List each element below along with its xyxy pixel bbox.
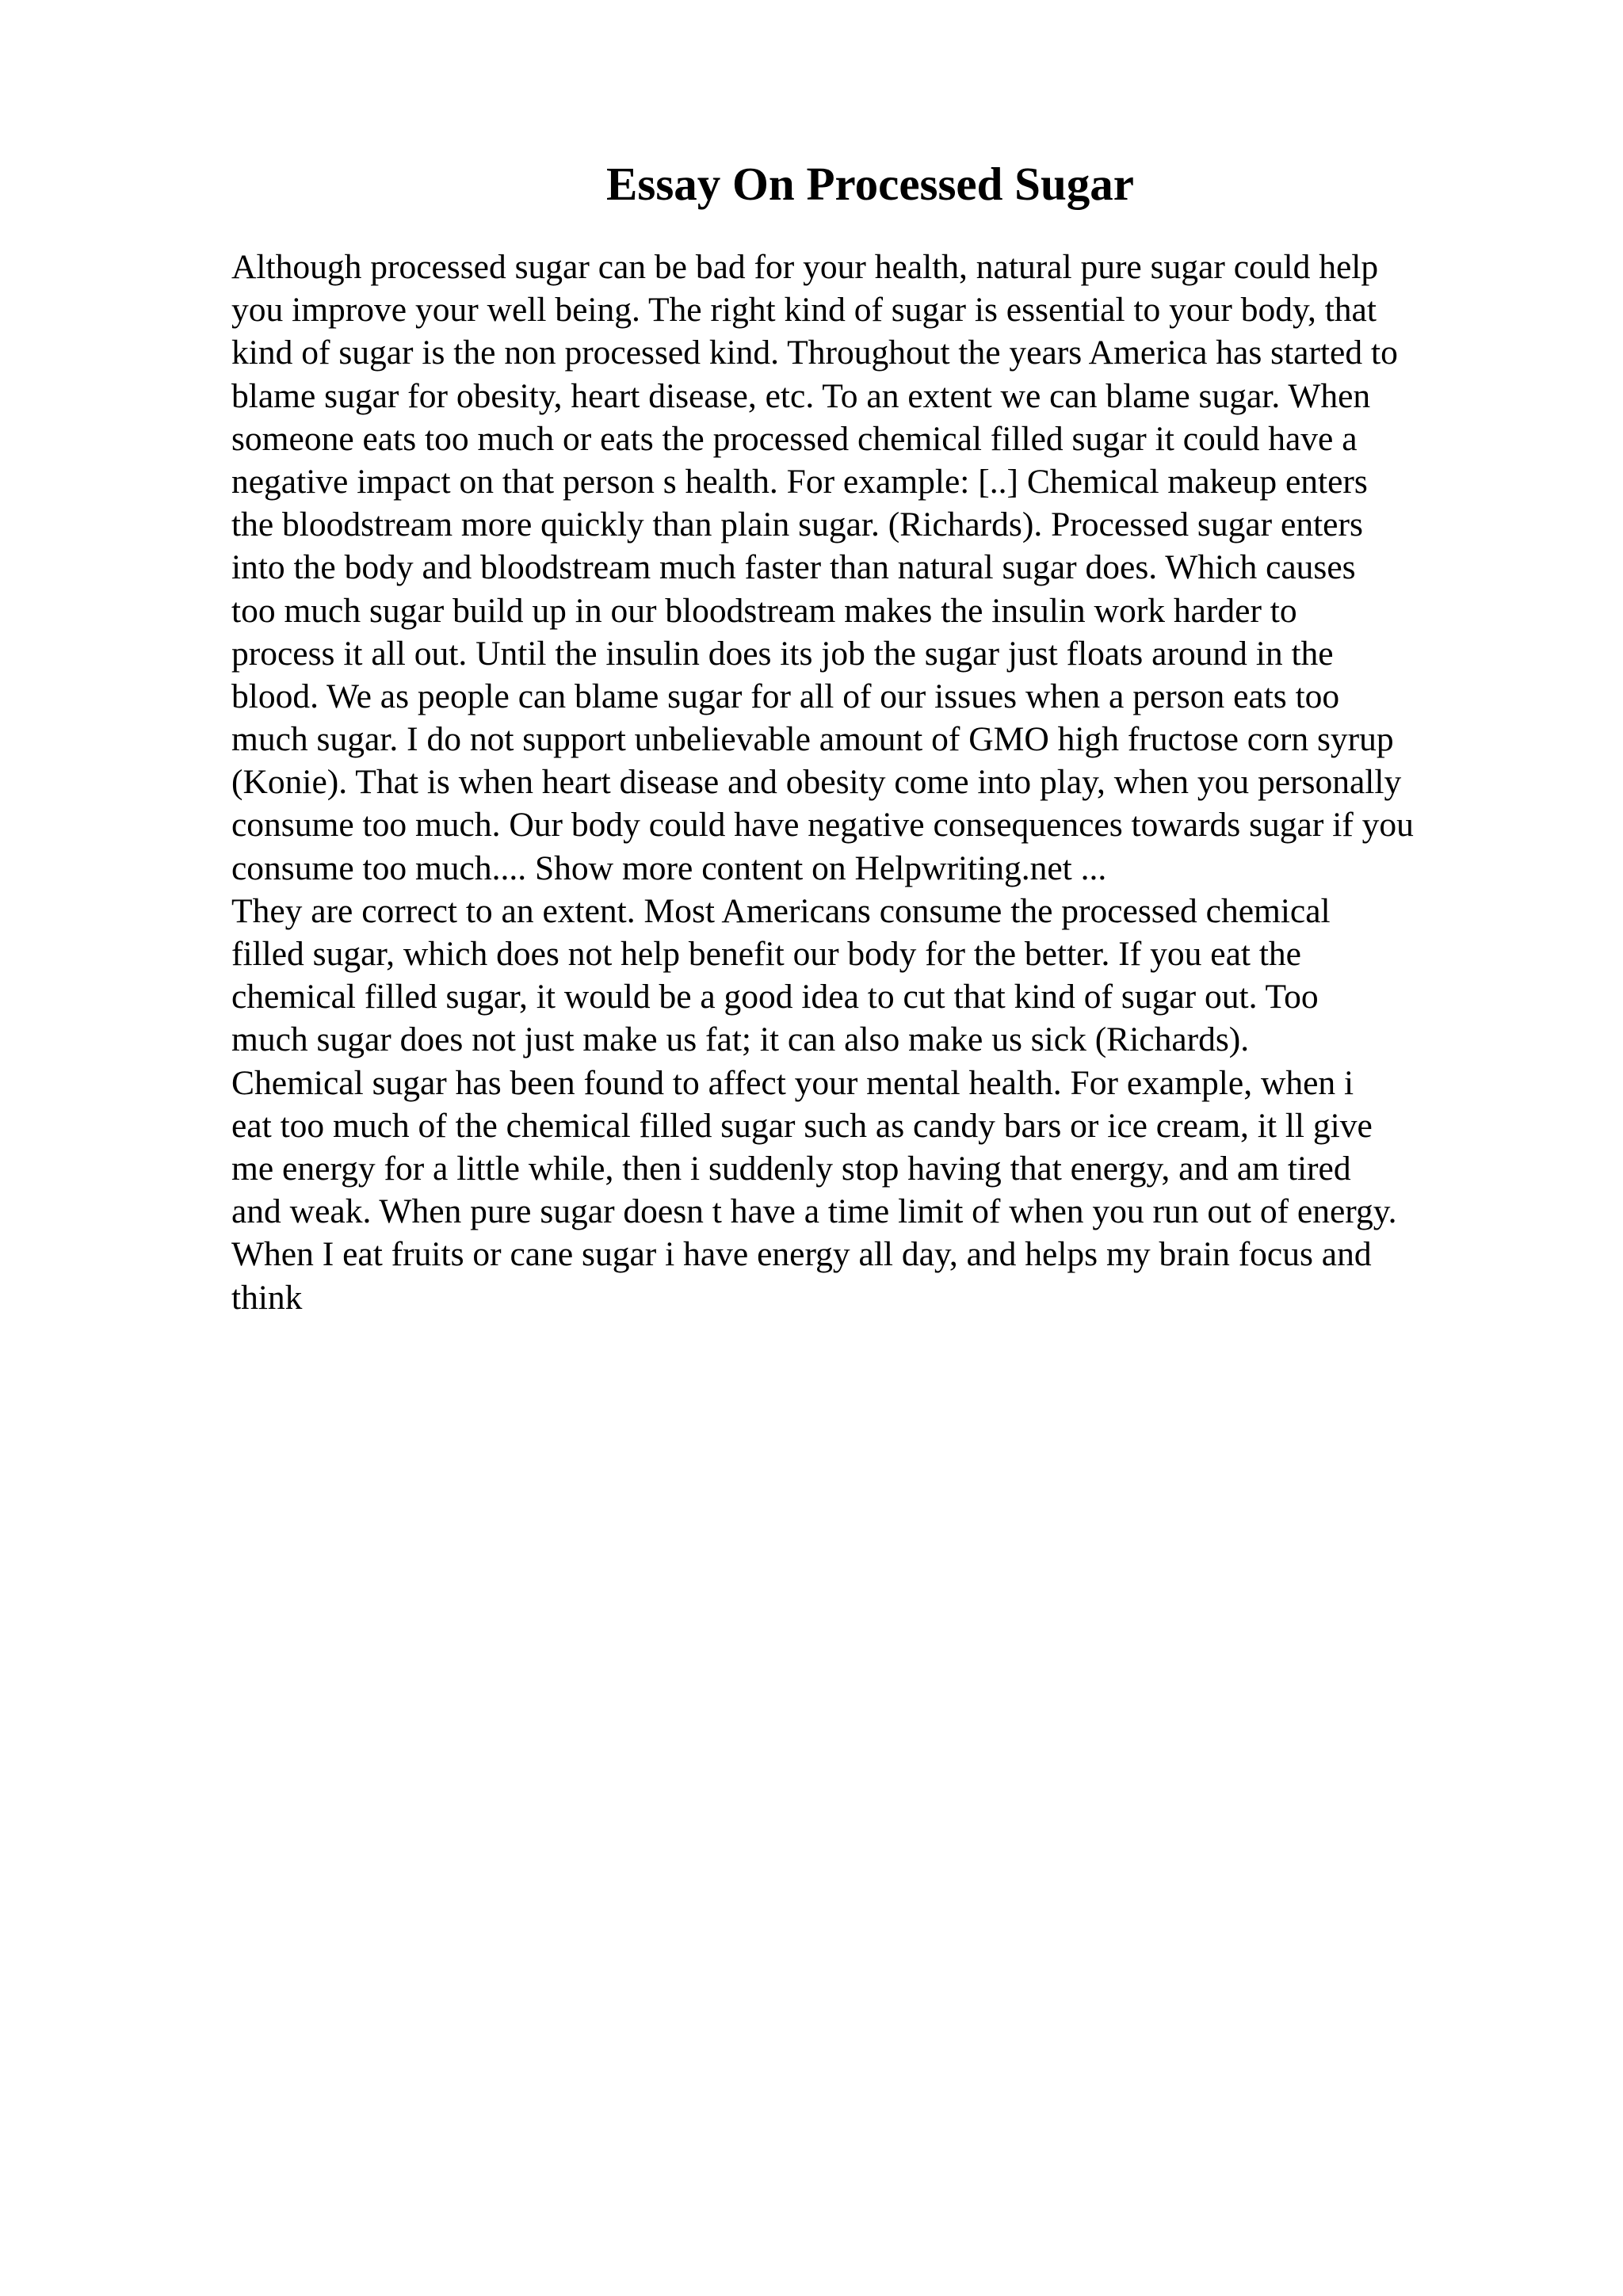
text-line: Although processed sugar can be bad for your health, natural pure sugar could help <box>231 248 1379 286</box>
text-line: kind of sugar is the non processed kind. Throughout the years America has started to <box>231 334 1398 372</box>
text-line: much sugar. I do not support unbelievable amount of GMO high fructose corn syrup <box>231 720 1394 759</box>
text-line: process it all out. Until the insulin does its job the sugar just floats around in the <box>231 634 1334 673</box>
text-line: eat too much of the chemical filled sugar such as candy bars or ice cream, it ll give <box>231 1106 1373 1145</box>
text-line: you improve your well being. The right kind of sugar is essential to your body, that <box>231 291 1377 330</box>
text-line: blame sugar for obesity, heart disease, etc. To an extent we can blame sugar. When <box>231 376 1371 415</box>
text-line: into the body and bloodstream much faster than natural sugar does. Which causes <box>231 548 1356 587</box>
text-line: filled sugar, which does not help benefit our body for the better. If you eat the <box>231 935 1301 973</box>
document-title: Essay On Processed Sugar <box>606 158 1134 210</box>
text-line: When I eat fruits or cane sugar i have energy all day, and helps my brain focus and <box>231 1235 1372 1274</box>
essay-body <box>231 246 1515 1319</box>
text-line: They are correct to an extent. Most Americans consume the processed chemical <box>231 891 1331 930</box>
text-line: someone eats too much or eats the processed chemical filled sugar it could have a <box>231 419 1358 458</box>
text-line: consume too much. Our body could have negative consequences towards sugar if you <box>231 806 1414 845</box>
text-line: Chemical sugar has been found to affect your mental health. For example, when i <box>231 1063 1354 1102</box>
text-line: consume too much.... Show more content on Helpwriting.net ... <box>231 849 1107 887</box>
text-line: negative impact on that person s health. For example: [..] Chemical makeup enters <box>231 462 1368 501</box>
text-line: (Konie). That is when heart disease and obesity come into play, when you personally <box>231 763 1402 802</box>
text-line: too much sugar build up in our bloodstream makes the insulin work harder to <box>231 591 1297 630</box>
text-line: chemical filled sugar, it would be a good idea to cut that kind of sugar out. Too <box>231 978 1319 1016</box>
text-line: think <box>231 1278 303 1317</box>
text-line: blood. We as people can blame sugar for all of our issues when a person eats too <box>231 677 1340 715</box>
text-line: and weak. When pure sugar doesn t have a time limit of when you run out of energy. <box>231 1192 1397 1231</box>
text-line: me energy for a little while, then i suddenly stop having that energy, and am tired <box>231 1149 1351 1188</box>
text-line: much sugar does not just make us fat; it can also make us sick (Richards). <box>231 1020 1250 1059</box>
text-line: the bloodstream more quickly than plain sugar. (Richards). Processed sugar enters <box>231 505 1363 544</box>
